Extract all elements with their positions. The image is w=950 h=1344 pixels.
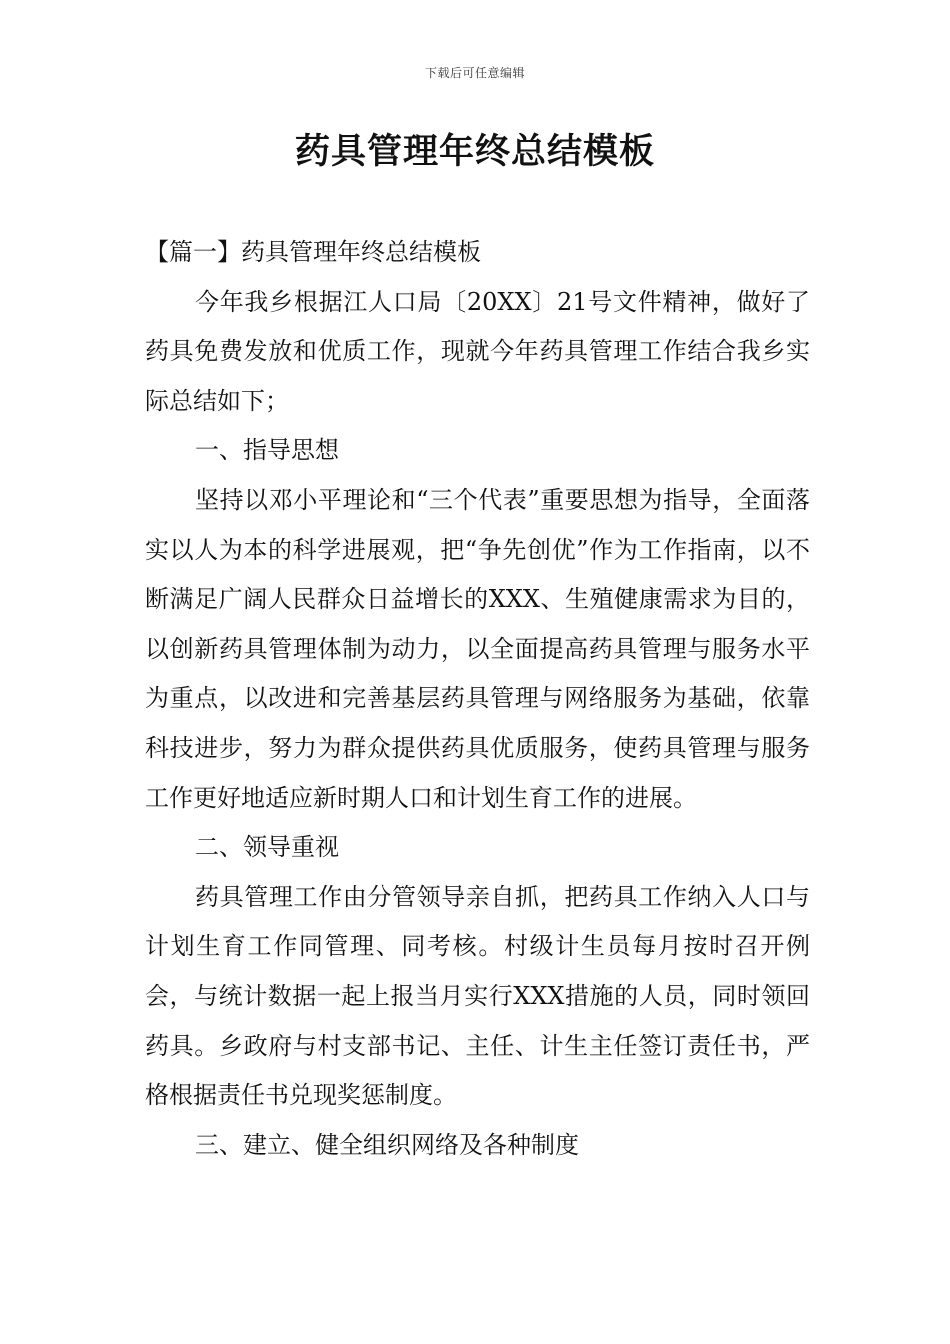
document-body — [145, 228, 810, 1170]
document-title: 药具管理年终总结模板 — [294, 132, 655, 172]
heading-organization-network: 三、建立、健全组织网络及各种制度 — [195, 1130, 579, 1159]
leadership-paragraph: 药具管理工作由分管领导亲自抓，把药具工作纳入人口与计划生育工作同管理、同考核。村级计生员每月按时召开例会，与统计数据一起上报当月实行XXX措施的人员，同时领回药具。乡政府与村支部书记、主任、计生主任签订责任书，严格根据责任书兑现奖惩制度。 — [145, 882, 810, 1110]
heading-leadership: 二、领导重视 — [195, 833, 339, 862]
heading-guiding-ideology: 一、指导思想 — [195, 436, 339, 465]
header-note: 下载后可任意编辑 — [424, 66, 525, 80]
section-label: 【篇一】药具管理年终总结模板 — [145, 238, 481, 266]
intro-paragraph: 今年我乡根据江人口局〔20XX〕21号文件精神，做好了药具免费发放和优质工作，现就今年药具管理工作结合我乡实际总结如下； — [145, 287, 810, 415]
guiding-ideology-paragraph: 坚持以邓小平理论和“三个代表”重要思想为指导，全面落实以人为本的科学进展观，把“争先创优”作为工作指南，以不断满足广阔人民群众日益增长的XXX、生殖健康需求为目的，以创新药具管理体制为动力，以全面提高药具管理与服务水平为重点，以改进和完善基层药具管理与网络服务为基础，依靠科技进步，努力为群众提供药具优质服务，使药具管理与服务工作更好地适应新时期人口和计划生育工作的进展。 — [145, 485, 810, 812]
